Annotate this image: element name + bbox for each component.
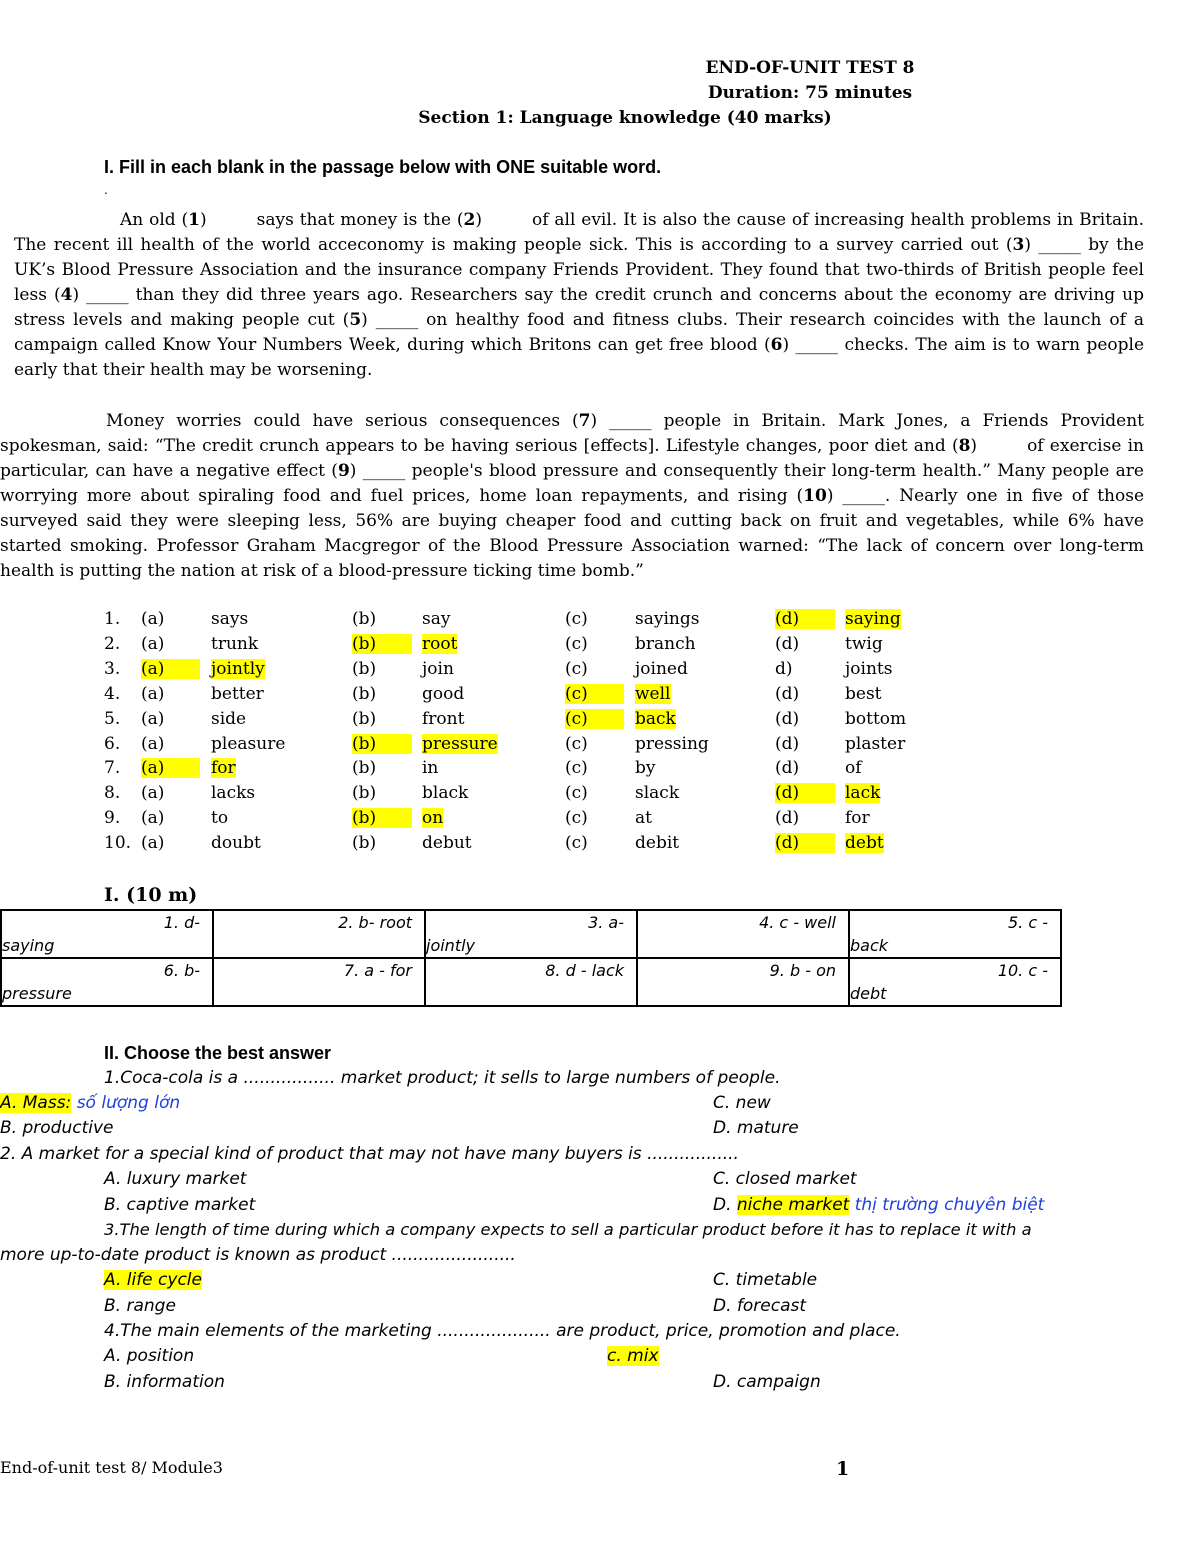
- option-word: branch: [635, 633, 696, 654]
- option-word: for: [845, 808, 870, 829]
- question-number: 9.: [104, 808, 121, 829]
- q3-text-line2: more up-to-date product is known as product .......................: [0, 1245, 516, 1265]
- option-word: black: [422, 783, 469, 804]
- question-row: [104, 734, 1004, 759]
- option-word: at: [635, 808, 652, 829]
- option-letter: (d): [775, 708, 800, 729]
- option-word: jointly: [211, 658, 265, 679]
- q1-text: 1.Coca-cola is a ................. market product; it sells to large numbers of people.: [104, 1068, 781, 1088]
- answer-key-cell: [213, 910, 425, 958]
- option-word: say: [422, 609, 451, 629]
- option-word: bottom: [845, 708, 907, 729]
- q3-option-b: B. range: [104, 1296, 176, 1316]
- option-letter: (b): [352, 609, 377, 629]
- answer-key-cell-line1: 5. c -: [1007, 913, 1048, 932]
- option-letter: (b): [352, 734, 412, 754]
- option-letter: (b): [352, 758, 377, 779]
- option-letter: (d): [775, 758, 800, 779]
- option-letter: (d): [775, 808, 800, 829]
- option-word: side: [211, 708, 247, 729]
- q4-option-c: c. mix: [607, 1346, 659, 1366]
- q3-option-a: A. life cycle: [104, 1270, 202, 1290]
- q2-option-c: C. closed market: [713, 1169, 857, 1189]
- option-letter: (b): [352, 808, 412, 828]
- question-row: [104, 783, 1004, 808]
- answer-key-cell-line2: saying: [2, 936, 55, 955]
- option-letter: (c): [565, 633, 588, 654]
- option-word: lacks: [211, 783, 256, 804]
- answer-key-cell: [637, 910, 849, 958]
- q1-option-a-translation: số lượng lớn: [76, 1093, 181, 1113]
- answer-key-cell: [637, 958, 849, 1006]
- option-word: sayings: [635, 609, 700, 629]
- answer-key-cell: [425, 958, 637, 1006]
- option-word: debit: [635, 833, 680, 854]
- option-word: pressing: [635, 733, 709, 754]
- option-letter: (d): [775, 633, 800, 654]
- q1-option-a: [0, 1093, 180, 1113]
- option-letter: (a): [141, 633, 165, 654]
- option-letter: (a): [141, 758, 200, 778]
- answer-key-cell-line2: pressure: [2, 984, 72, 1003]
- question-row: [104, 634, 1004, 659]
- answer-key-cell-line1: 1. d-: [163, 913, 200, 932]
- option-letter: (c): [565, 808, 588, 829]
- q3-option-d: D. forecast: [713, 1296, 807, 1316]
- option-letter: (b): [352, 833, 377, 854]
- q4-option-a: A. position: [104, 1346, 195, 1366]
- q2-option-d-label: niche market: [736, 1195, 850, 1215]
- passage-paragraph-2: Money worries could have serious consequences (7) _____ people in Britain. Mark Jones, a Friends Provident spokesman, said: “The credit crunch appears to be having serious [effects]. Lifestyle changes, poor diet and (8) of exercise in particular, can have a negative effect (9) _____ people's blood pressure and consequently their long-term health.” Many people are worrying more about spiraling food and fuel prices, home loan repayments, and rising (10) _____. Nearly one in five of those surveyed said they were sleeping less, 56% are buying cheaper food and cutting back on fruit and vegetables, while 6% have started smoking. Professor Graham Macgregor of the Blood Pressure Association warned: “The lack of concern over long-term health is putting the nation at risk of a blood-pressure ticking time bomb.”: [0, 411, 1145, 581]
- question-row: [104, 758, 1004, 783]
- option-word: doubt: [211, 833, 261, 854]
- question-number: 10.: [104, 833, 132, 854]
- question-number: 3.: [104, 658, 121, 679]
- section-title: Section 1: Language knowledge (40 marks): [418, 108, 832, 128]
- question-row: [104, 659, 1004, 684]
- part2-heading: II. Choose the best answer: [104, 1043, 332, 1063]
- question-row: [104, 808, 1004, 833]
- option-word: joints: [845, 658, 893, 679]
- answer-key-cell: [1, 958, 213, 1006]
- question-row: [104, 833, 1004, 858]
- option-letter: (a): [141, 659, 200, 679]
- passage-paragraph-1: An old (1) says that money is the (2) of all evil. It is also the cause of increasing health problems in Britain. The recent ill health of the world acceconomy is making people sick. This is according to a survey carried out (3) _____ by the UK’s Blood Pressure Association and the insurance company Friends Provident. They found that two-thirds of British people feel less (4) _____ than they did three years ago. Researchers say the credit crunch and concerns about the economy are driving up stress levels and making people cut (5) _____ on healthy food and fitness clubs. Their research coincides with the launch of a campaign called Know Your Numbers Week, during which Britons can get free blood (6) _____ checks. The aim is to warn people early that their health may be worsening.: [14, 210, 1145, 380]
- q3-text-line1: 3.The length of time during which a company expects to sell a particular product before it has to replace it with a: [104, 1220, 1032, 1239]
- option-letter: (d): [775, 833, 835, 853]
- option-word: to: [211, 808, 229, 829]
- answer-key-cell-line2: back: [850, 936, 889, 955]
- question-row: [104, 609, 1004, 634]
- page-number: 1: [836, 1458, 850, 1480]
- q2-option-a: A. luxury market: [104, 1169, 247, 1189]
- option-word: pressure: [422, 733, 498, 754]
- option-word: root: [422, 633, 458, 654]
- q2-text: 2. A market for a special kind of product that may not have many buyers is .................: [0, 1144, 739, 1164]
- question-row: [104, 709, 1004, 734]
- option-letter: (c): [565, 684, 624, 704]
- option-word: pleasure: [211, 733, 286, 754]
- answer-key-cell-line1: 3. a-: [588, 913, 624, 932]
- q4-option-d: D. campaign: [713, 1372, 821, 1392]
- option-letter: (b): [352, 658, 377, 679]
- test-title: END-OF-UNIT TEST 8: [705, 58, 915, 78]
- answer-key-cell-line1: 6. b-: [163, 961, 200, 980]
- q2-option-d-translation: thị trường chuyên biệt: [854, 1195, 1045, 1215]
- q4-text: 4.The main elements of the marketing ..................... are product, price, promotion and place.: [104, 1321, 901, 1341]
- answer-key-cell: [849, 958, 1061, 1006]
- option-letter: (a): [141, 833, 165, 854]
- question-number: 2.: [104, 633, 121, 654]
- option-word: front: [422, 708, 465, 729]
- question-number: 6.: [104, 733, 121, 754]
- q1-option-c: C. new: [713, 1093, 771, 1113]
- option-letter: (a): [141, 609, 165, 629]
- question-number: 4.: [104, 683, 121, 704]
- question-number: 1.: [104, 609, 121, 629]
- option-word: best: [845, 683, 882, 704]
- answer-key-cell-line1: 8. d - lack: [545, 961, 624, 980]
- question-row: [104, 684, 1004, 709]
- q1-option-a-label: A. Mass:: [0, 1093, 72, 1113]
- option-letter: (c): [565, 758, 588, 779]
- question-number: 7.: [104, 758, 121, 779]
- option-letter: (b): [352, 634, 412, 654]
- part1-heading: I. Fill in each blank in the passage below with ONE suitable word.: [104, 157, 662, 177]
- option-word: saying: [845, 609, 901, 629]
- option-letter: (b): [352, 783, 377, 804]
- answer-key-cell-line1: 9. b - on: [769, 961, 836, 980]
- option-letter: (d): [775, 733, 800, 754]
- dot-mark: .: [104, 183, 108, 197]
- answer-key-cell-line2: jointly: [426, 936, 476, 955]
- option-letter: (c): [565, 709, 624, 729]
- option-word: trunk: [211, 633, 259, 654]
- option-letter: (a): [141, 733, 165, 754]
- answer-key-cell: [1, 910, 213, 958]
- q3-option-c: C. timetable: [713, 1270, 818, 1290]
- option-word: by: [635, 758, 656, 779]
- option-letter: (c): [565, 609, 588, 629]
- option-letter: (b): [352, 708, 377, 729]
- option-letter: (c): [565, 658, 588, 679]
- question-number: 8.: [104, 783, 121, 804]
- option-word: back: [635, 708, 676, 729]
- option-letter: (d): [775, 609, 835, 629]
- option-letter: (b): [352, 683, 377, 704]
- option-letter: (a): [141, 808, 165, 829]
- option-word: on: [422, 808, 444, 829]
- option-word: joined: [635, 658, 688, 679]
- answer-key-cell: [849, 910, 1061, 958]
- option-letter: d): [775, 658, 793, 679]
- answer-key-cell-line2: debt: [850, 984, 887, 1003]
- option-word: plaster: [845, 733, 906, 754]
- option-word: twig: [845, 633, 883, 654]
- q2-option-b: B. captive market: [104, 1195, 256, 1215]
- option-word: debut: [422, 833, 472, 854]
- q1-option-b: B. productive: [0, 1118, 114, 1138]
- answer-key-table: [0, 909, 1062, 1007]
- test-duration: Duration: 75 minutes: [707, 83, 913, 103]
- option-word: join: [422, 658, 454, 679]
- answer-key-heading: I. (10 m): [104, 884, 198, 906]
- answer-key-row: [1, 958, 1061, 1006]
- answer-key-cell: [425, 910, 637, 958]
- q4-option-b: B. information: [104, 1372, 225, 1392]
- option-word: for: [211, 758, 236, 779]
- option-word: of: [845, 758, 862, 779]
- option-letter: (d): [775, 783, 835, 803]
- option-letter: (c): [565, 783, 588, 804]
- option-word: debt: [845, 833, 884, 854]
- option-letter: (c): [565, 833, 588, 854]
- answer-key-row: [1, 910, 1061, 958]
- answer-key-cell-line1: 7. a - for: [343, 961, 412, 980]
- q2-option-d: D. niche market thị trường chuyên biệt: [713, 1195, 1045, 1215]
- footer-text: End-of-unit test 8/ Module3: [0, 1458, 223, 1477]
- answer-key-cell-line1: 2. b- root: [338, 913, 412, 932]
- answer-key-cell-line1: 4. c - well: [759, 913, 836, 932]
- q1-option-d: D. mature: [713, 1118, 799, 1138]
- option-word: good: [422, 683, 465, 704]
- option-word: in: [422, 758, 439, 779]
- option-word: better: [211, 683, 264, 704]
- answer-key-cell: [213, 958, 425, 1006]
- answer-key-cell-line1: 10. c -: [997, 961, 1048, 980]
- option-word: slack: [635, 783, 680, 804]
- option-letter: (a): [141, 708, 165, 729]
- option-letter: (a): [141, 783, 165, 804]
- option-word: well: [635, 683, 671, 704]
- option-word: lack: [845, 783, 881, 804]
- option-letter: (d): [775, 683, 800, 704]
- option-letter: (a): [141, 683, 165, 704]
- option-letter: (c): [565, 733, 588, 754]
- option-word: says: [211, 609, 249, 629]
- question-number: 5.: [104, 708, 121, 729]
